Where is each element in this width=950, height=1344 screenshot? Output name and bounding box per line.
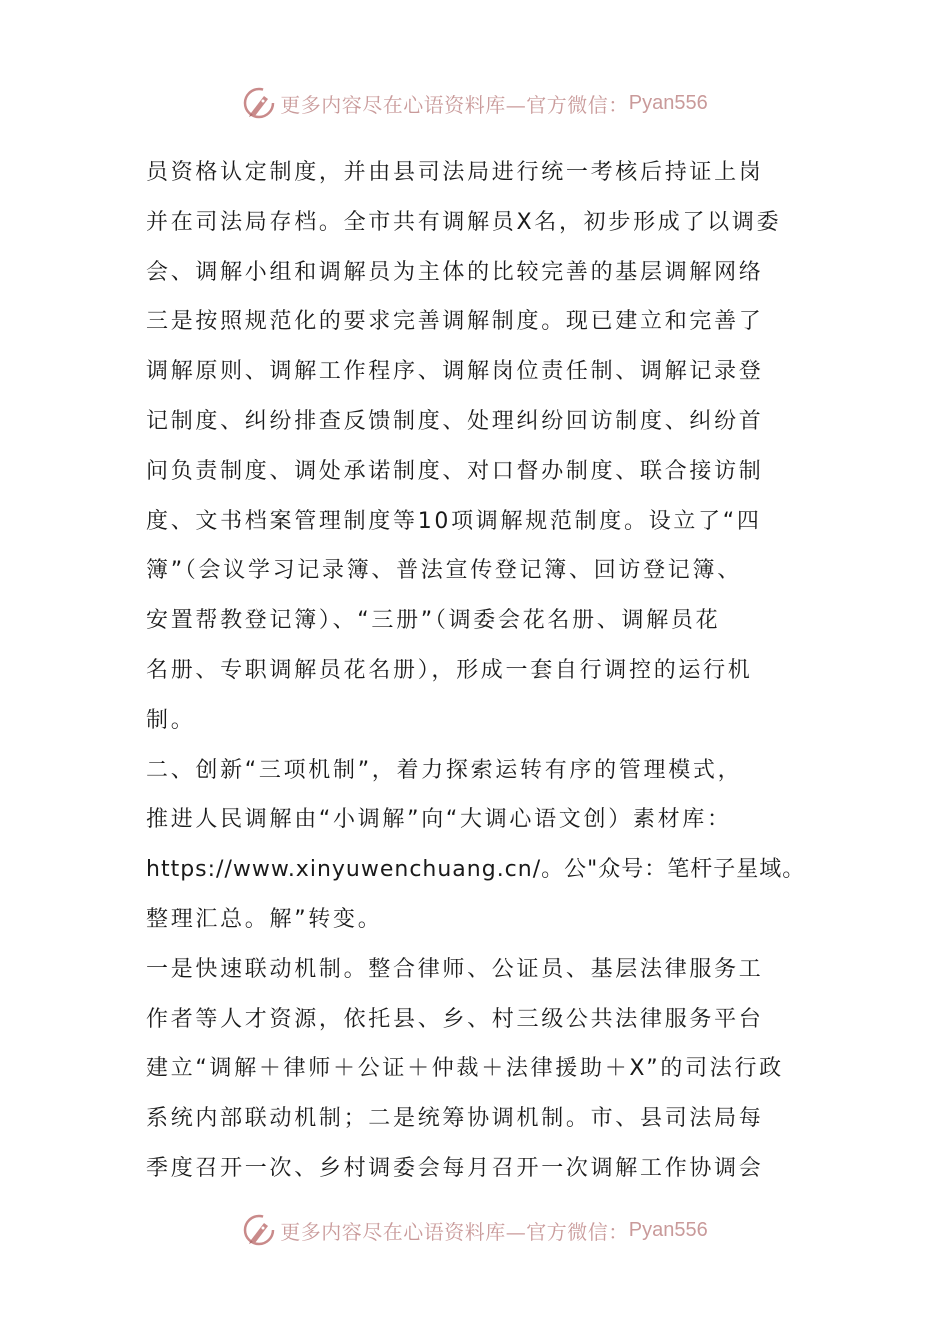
text-line: 簿”（会议学习记录簿、普法宣传登记簿、回访登记簿、 [146,558,742,584]
text-line: 推进人民调解由“小调解”向“大调心语文创）素材库： [146,807,732,833]
pen-nib-logo-icon [242,1213,276,1247]
url-line: https://www.xinyuwenchuang.cn/。公"众号：笔杆子星域。 [146,857,806,883]
header-banner-wechat-id: Pyan556 [628,91,708,114]
section-heading-line: 二、创新“三项机制”，着力探索运转有序的管理模式， [146,757,743,783]
text-line: 季度召开一次、乡村调委会每月召开一次调解工作协调会 [146,1155,764,1181]
footer-banner-text: 更多内容尽在心语资料库—官方微信： [280,1219,629,1244]
text-line: 并在司法局存档。全市共有调解员X名，初步形成了以调委 [146,209,782,235]
text-line: 制。 [146,707,196,733]
text-line: 三是按照规范化的要求完善调解制度。现已建立和完善了 [146,309,764,335]
text-line: 安置帮教登记簿）、“三册”（调委会花名册、调解员花 [146,608,721,634]
text-line: 名册、专职调解员花名册），形成一套自行调控的运行机 [146,657,753,683]
text-line: 建立“调解＋律师＋公证＋仲裁＋法律援助＋X”的司法行政 [146,1056,784,1082]
text-line: 员资格认定制度，并由县司法局进行统一考核后持证上岗 [146,160,764,185]
footer-banner-wechat-id: Pyan556 [628,1218,708,1241]
text-line: 系统内部联动机制；二是统筹协调机制。市、县司法局每 [146,1106,764,1132]
text-line: 整理汇总。解”转变。 [146,906,383,932]
text-line: 作者等人才资源，依托县、乡、村三级公共法律服务平台 [146,1006,764,1032]
text-line: 会、调解小组和调解员为主体的比较完善的基层调解网络 [146,259,764,285]
header-banner-text: 更多内容尽在心语资料库—官方微信： [280,92,629,117]
text-line: 问负责制度、调处承诺制度、对口督办制度、联合接访制 [146,458,764,484]
footer-banner [0,1210,950,1250]
text-line: 度、文书档案管理制度等10项调解规范制度。设立了“四 [146,508,762,534]
body-text [146,148,811,1194]
pen-nib-logo-icon [242,86,276,120]
text-line: 记制度、纠纷排查反馈制度、处理纠纷回访制度、纠纷首 [146,408,764,434]
text-line: 一是快速联动机制。整合律师、公证员、基层法律服务工 [146,956,764,982]
text-line: 调解原则、调解工作程序、调解岗位责任制、调解记录登 [146,359,764,385]
header-banner [0,83,950,123]
